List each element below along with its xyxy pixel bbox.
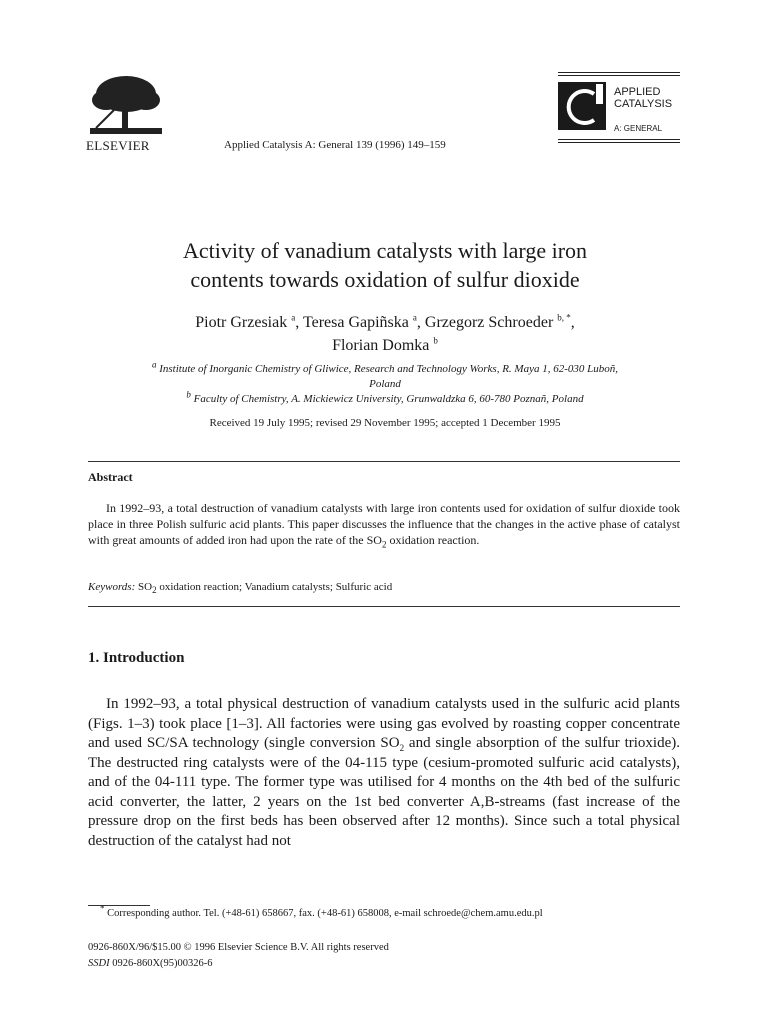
authors-line-1: Piotr Grzesiak $^a$, Teresa Gapiñska $^a$, Grzegorz Schroeder $^{b, *}$,	[195, 312, 575, 331]
subscript: 2	[399, 743, 405, 753]
received-dates: Received 19 July 1995; revised 29 November 1995; accepted 1 December 1995	[209, 417, 561, 429]
publisher-name: ELSEVIER	[86, 138, 150, 153]
keywords-text: oxidation reaction; Vanadium catalysts; Sulfuric acid	[156, 581, 393, 593]
affiliation-text: Faculty of Chemistry, A. Mickiewicz University, Grunwaldzka 6, 60-780 Poznañ, Poland	[193, 393, 584, 405]
keywords-text: SO	[135, 581, 153, 593]
footnote	[100, 903, 690, 919]
authors-line-2	[90, 334, 680, 357]
abstract-text-part: In 1992–93, a total destruction of vanadium catalysts with large iron contents used for oxidation of sulfur dioxide took place in three Polish sulfuric acid plants. This paper discusses the influence that the changes in the active phase of catalyst with great amounts of added iron had upon the rate of the SO	[88, 501, 680, 547]
journal-citation: Applied Catalysis A: General 139 (1996) 149–159	[224, 139, 446, 151]
affiliation-mark: b	[186, 389, 191, 400]
footnote-text: Corresponding author. Tel. (+48-61) 658667, fax. (+48-61) 658008, e-mail schroede@chem.amu.edu.pl	[104, 908, 543, 919]
journal-brand-text	[614, 86, 672, 135]
ssdi-label: SSDI	[88, 958, 110, 969]
ssdi-line	[88, 956, 389, 972]
brand-line-3: A: GENERAL	[614, 124, 663, 133]
section-heading: 1. Introduction	[88, 650, 185, 666]
author-name: Teresa Gapiñska	[302, 314, 409, 331]
copyright	[88, 940, 389, 972]
author-name: Piotr Grzesiak	[195, 314, 288, 331]
brand-line-2: CATALYSIS	[614, 98, 673, 110]
affiliation-mark: a	[151, 359, 157, 370]
subscript: 2	[152, 585, 157, 596]
affiliation-text-cont: Poland	[369, 378, 401, 390]
brand-line-1: APPLIED	[614, 86, 661, 98]
keywords	[88, 581, 393, 596]
ssdi-value: 0926-860X(95)00326-6	[109, 958, 213, 969]
section-body	[88, 695, 680, 851]
author-affil-mark: b	[433, 335, 438, 346]
abstract-heading: Abstract	[88, 470, 133, 484]
subscript: 2	[381, 539, 387, 550]
affiliation-b	[90, 389, 680, 406]
brand-bottom-rules	[558, 139, 680, 145]
copyright-line: 0926-860X/96/$15.00 © 1996 Elsevier Science B.V. All rights reserved	[88, 942, 389, 953]
body-text-part: and single absorption of the sulfur trioxide). The destructed ring catalysts were of the 04-115 type (cesium-promoted sulfuric acid catalysts), and of the 04-111 type. The former type was utilised for 4 months on the 4th bed of the sulfuric acid converter, the latter, 2 years on the 1st bed converter A,B-streams (fast increase of the pressure drop on the first beds has been observed after 12 months). Since such a total physical destruction of the catalyst had not	[88, 735, 681, 849]
author-affil-mark: a	[412, 312, 417, 323]
keywords-label: Keywords:	[88, 581, 136, 593]
title-line-1: Activity of vanadium catalysts with large iron	[182, 238, 588, 263]
title-line-2: contents towards oxidation of sulfur dioxide	[190, 267, 580, 292]
author-name: Grzegorz Schroeder	[424, 314, 554, 331]
body-text-part: In 1992–93, a total physical destruction of vanadium catalysts used in the sulfuric acid plants (Figs. 1–3) took place [1–3]. All factories were using gas evolved by roasting copper concentrate and used SC/SA technology (single conversion SO	[88, 696, 680, 751]
author-list	[90, 311, 680, 357]
abstract-text	[88, 500, 680, 548]
elsevier-tree-logo-icon	[86, 74, 166, 136]
author-name: Florian Domka	[332, 337, 430, 354]
author-affil-mark: b, *	[557, 312, 571, 323]
paper-title	[90, 236, 680, 294]
footnote-rule	[88, 905, 150, 906]
stylized-c-logo-icon	[558, 82, 606, 130]
footnote-mark: *	[100, 903, 105, 914]
affiliation-text: Institute of Inorganic Chemistry of Gliwice, Research and Technology Works, R. Maya 1, 62-030 Luboñ,	[159, 363, 619, 375]
abstract-text-part: oxidation reaction.	[386, 533, 480, 547]
divider	[88, 461, 680, 462]
affiliation-a	[90, 359, 680, 392]
brand-top-rules	[558, 72, 680, 78]
divider	[88, 606, 680, 607]
author-affil-mark: a	[291, 312, 296, 323]
